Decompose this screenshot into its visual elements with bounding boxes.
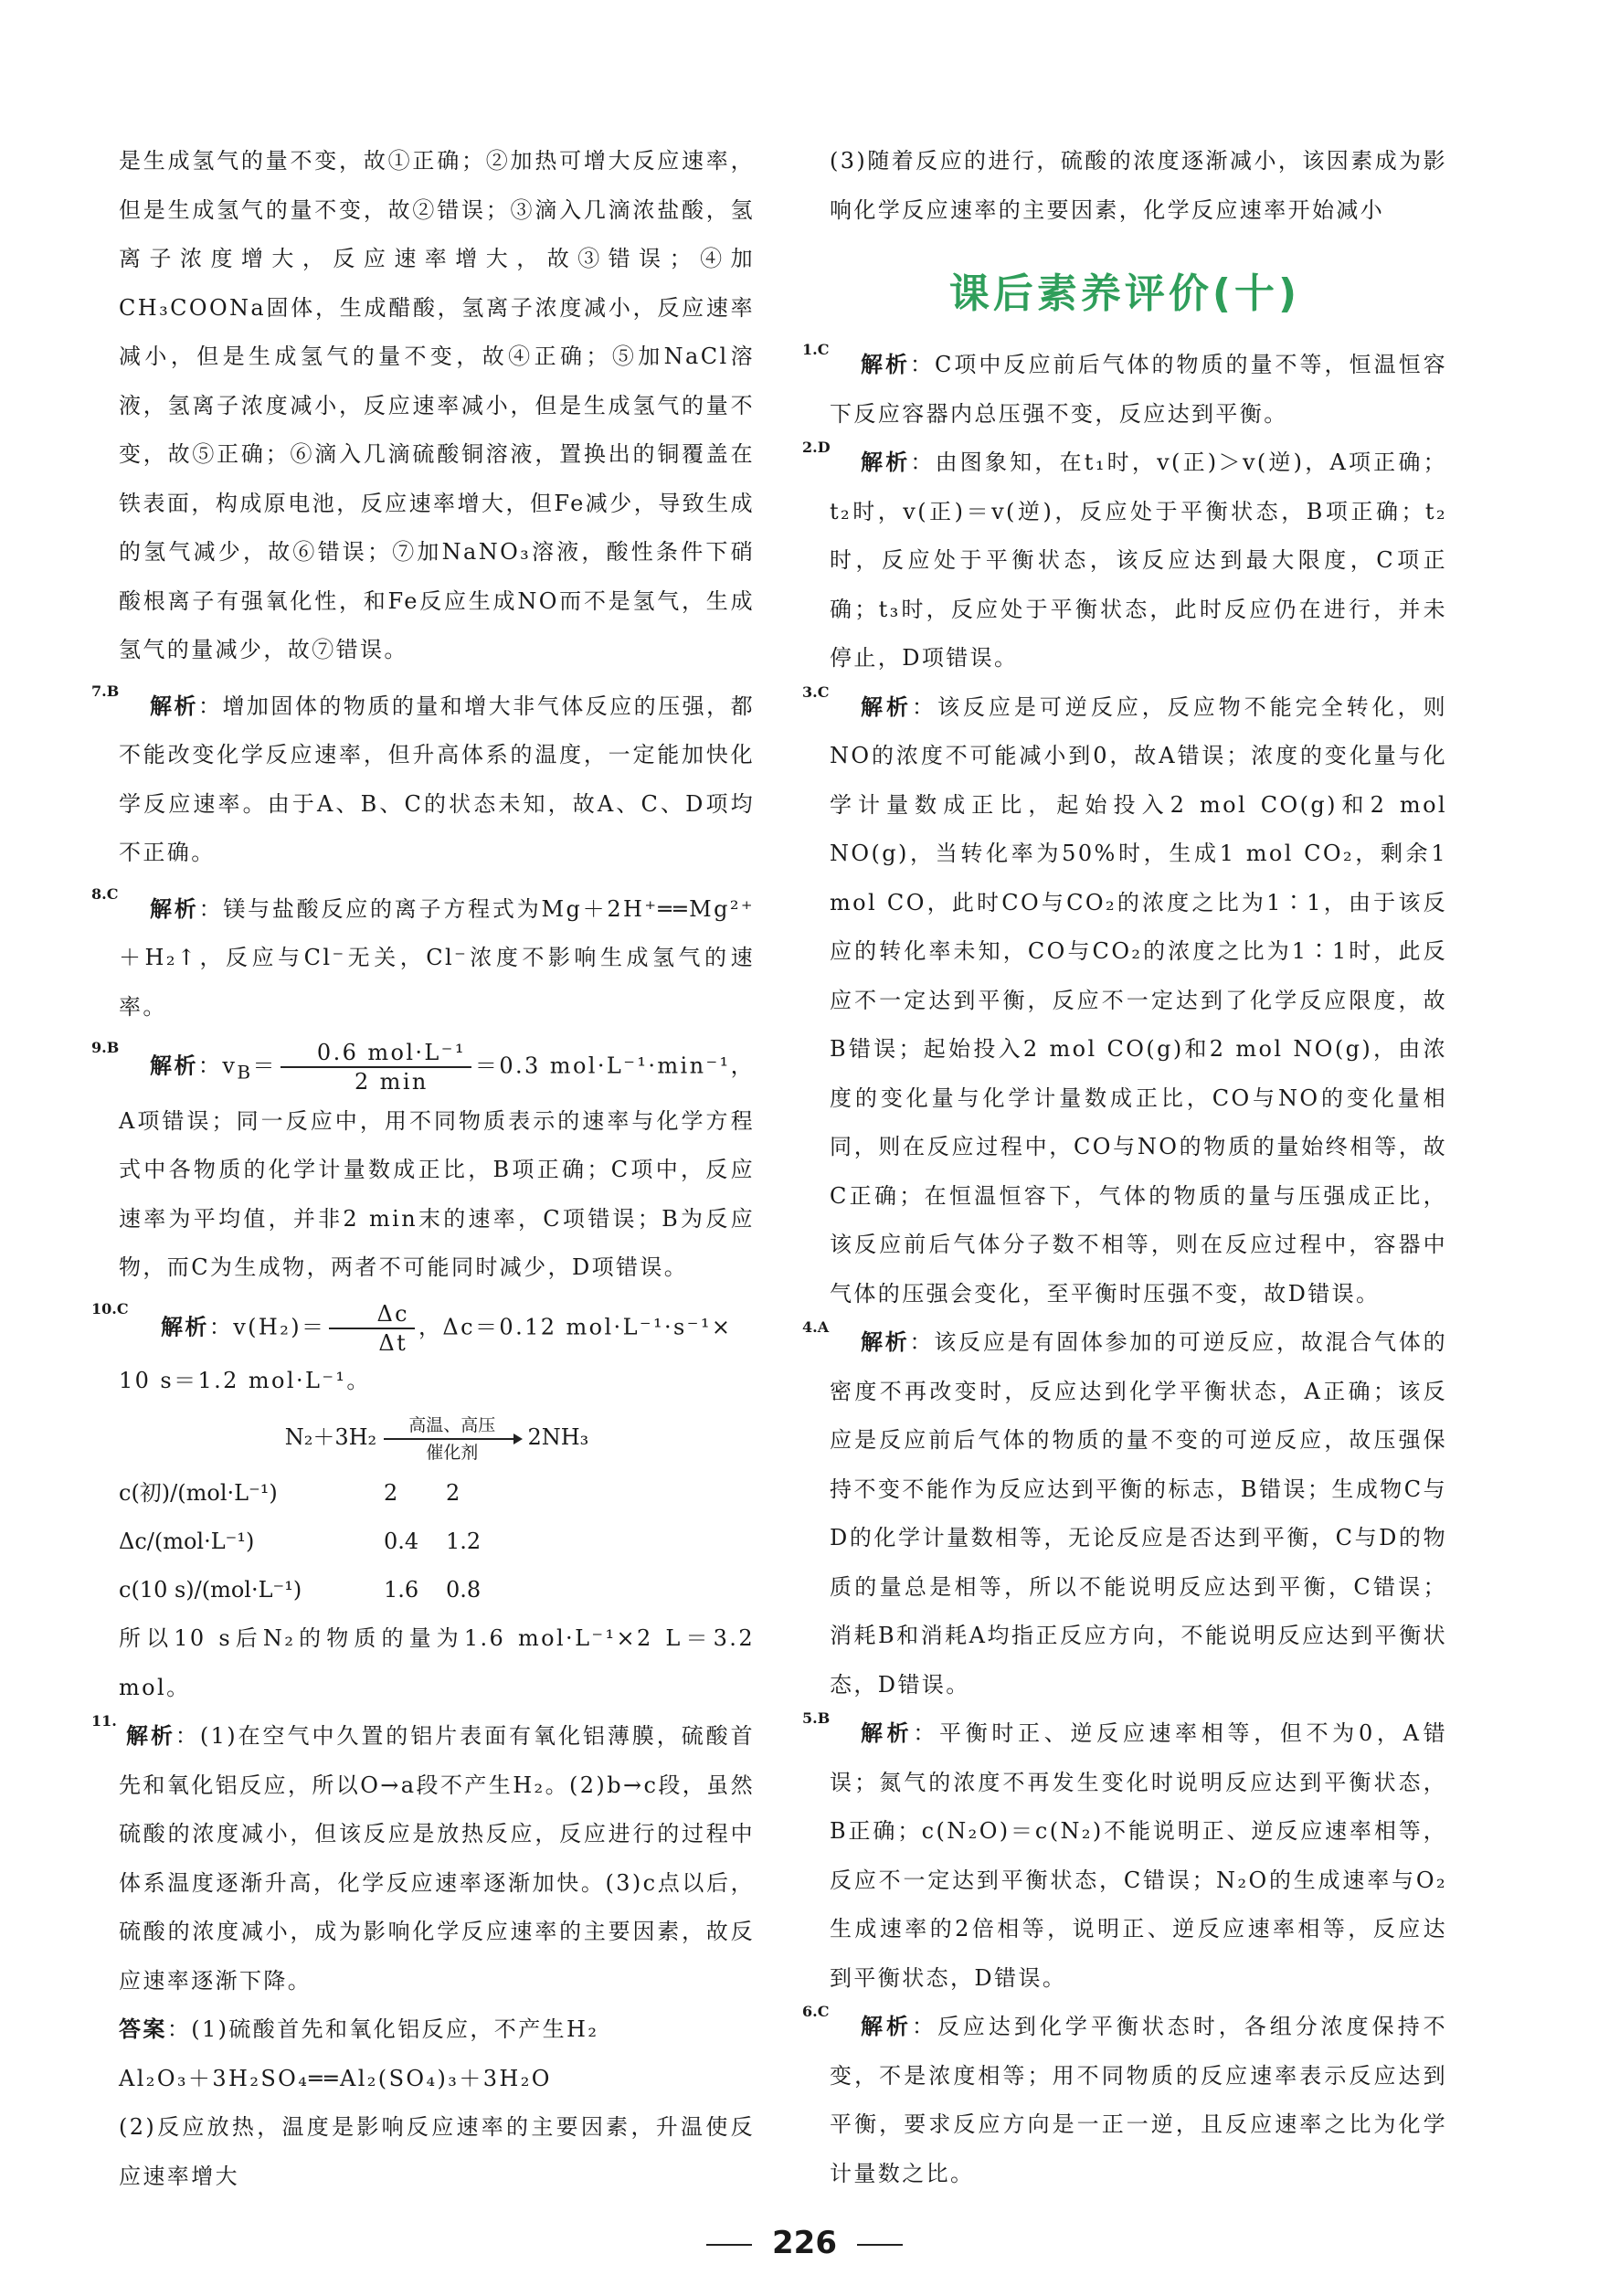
eval-item: 3.C 解析：该反应是可逆反应，反应物不能完全转化，则NO的浓度不可能减小到0，故A错误；浓度的变化量与化学计量数成正比，起始投入2 mol CO(g)和2 mol NO(g)，当转化率为50%时，生成1 mol CO₂，剩余1 mol CO，此时CO与CO₂的浓度之比为1∶1，由于该反应的转化率未知，CO与CO₂的浓度之比为1∶1时，此反应不一定达到平衡，反应不一定达到了化学反应限度，故B错误；起始投入2 mol CO(g)和2 mol NO(g)，由浓度的变化量与化学计量数成正比，CO与NO的变化量相同，则在反应过程中，CO与NO的物质的量始终相等，故C正确；在恒温恒容下，气体的物质的量与压强成正比，该反应前后气体分子数不相等，则在反应过程中，容器中气体的压强会变化，至平衡时压强不变，故D错误。 xyxy=(802,682,1447,1307)
answer-label: 答案 xyxy=(119,2016,167,2043)
carryover-paragraph: 是生成氢气的量不变，故①正确；②加热可增大反应速率，但是生成氢气的量不变，故②错误；③滴入几滴浓盐酸，氢离子浓度增大，反应速率增大，故③错误；④加CH₃COONa固体，生成醋酸，氢离子浓度减小，反应速率减小，但是生成氢气的量不变，故④正确；⑤加NaCl溶液，氢离子浓度减小，反应速率减小，但是生成氢气的量不变，故⑤正确；⑥滴入几滴硫酸铜溶液，置换出的铜覆盖在铁表面，构成原电池，反应速率增大，但Fe减少，导致生成的氢气减少，故⑥错误；⑦加NaNO₃溶液，酸性条件下硝酸根离子有强氧化性，和Fe反应生成NO而不是氢气，生成氢气的量减少，故⑦错误。 xyxy=(119,148,755,662)
table-row: Δc/(mol·L⁻¹) 0.4 1.2 xyxy=(119,1529,482,1555)
concentration-table xyxy=(91,1469,755,1614)
right-column xyxy=(802,137,1447,2198)
answer-item-11: 11. 解析：(1)在空气中久置的铝片表面有氧化铝薄膜，硫酸首先和氧化铝反应，所以O→a段不产生H₂。(2)b→c段，虽然硫酸的浓度减小，但该反应是放热反应，反应进行的过程中体系温度逐渐升高，化学反应速率逐渐加快。(3)c点以后，硫酸的浓度减小，成为影响化学反应速率的主要因素，故反应速率逐渐下降。 答案：(1)硫酸首先和氧化铝反应，不产生H₂ Al₂O₃＋3H₂SO₄══Al₂(SO₄)₃＋3H₂O (2)反应放热，温度是影响反应速率的主要因素，升温使反应速率增大 xyxy=(91,1712,755,2189)
footer-rule-left xyxy=(706,2244,752,2246)
item-number: 9.B xyxy=(91,1039,120,1056)
item-number: 5.B xyxy=(802,1709,831,1727)
section-title: 课后素养评价(十) xyxy=(948,270,1301,317)
item-number: 1.C xyxy=(802,341,830,358)
item-number: 10.C xyxy=(91,1299,129,1317)
item-text: ：(1)在空气中久置的铝片表面有氧化铝薄膜，硫酸首先和氧化铝反应，所以O→a段不产生H₂。(2)b→c段，虽然硫酸的浓度减小，但该反应是放热反应，反应进行的过程中体系温度逐渐升高，化学反应速率逐渐加快。(3)c点以后，硫酸的浓度减小，成为影响化学反应速率的主要因素，故反应速率逐渐下降。 xyxy=(119,1723,755,1994)
reaction-equation: N₂＋3H₂ 高温、高压 催化剂 2NH₃ xyxy=(284,1414,589,1463)
item-number: 7.B xyxy=(91,682,120,700)
analysis-label: 解析 xyxy=(861,1720,914,1746)
footer-rule-right xyxy=(857,2244,903,2246)
delta-fraction: $\frac{\Delta c}{\Delta t}$ xyxy=(329,1300,415,1357)
analysis-label: 解析 xyxy=(861,693,912,720)
eval-item: 1.C 解析：C项中反应前后气体的物质的量不等，恒温恒容下反应容器内总压强不变，反应达到平衡。 xyxy=(802,341,1447,427)
analysis-label: 解析 xyxy=(161,1314,209,1340)
eval-item: 4.A 解析：该反应是有固体参加的可逆反应，故混合气体的密度不再改变时，反应达到化学平衡状态，A正确；该反应是反应前后气体的物质的量不变的可逆反应，故压强保持不变不能作为反应达到平衡的标志，B错误；生成物C与D的化学计量数相等，无论反应是否达到平衡，C与D的物质的量总是相等，所以不能说明反应达到平衡，C错误；消耗B和消耗A均指正反应方向，不能说明反应达到平衡状态，D错误。 xyxy=(802,1318,1447,1698)
answer-item-8 xyxy=(91,885,755,1032)
answer-item-7 xyxy=(91,682,755,878)
eval-item: 2.D 解析：由图象知，在t₁时，v(正)＞v(逆)，A项正确；t₂时，v(正)＝v(逆)，反应处于平衡状态，B项正确；t₂时，反应处于平衡状态，该反应达到最大限度，C项正确；t₃时，反应处于平衡状态，此时反应仍在进行，并未停止，D项错误。 xyxy=(802,439,1447,671)
item-number: 6.C xyxy=(802,2003,830,2020)
analysis-label: 解析 xyxy=(861,450,911,475)
answer-item-10: 10.C 解析：v(H₂)＝ $\frac{\Delta c}{\Delta t}$ ，Δc＝0.12 mol·L⁻¹·s⁻¹× 10 s＝1.2 mol·L⁻¹。 N₂＋3H₂ 高温、高压 催化剂 2NH₃ xyxy=(91,1300,755,1470)
item-number: 11. xyxy=(91,1712,117,1730)
equilibrium-arrow: 高温、高压 催化剂 xyxy=(384,1415,521,1463)
item-text: ：镁与盐酸反应的离子方程式为Mg＋2H⁺══Mg²⁺＋H₂↑，反应与Cl⁻无关，Cl⁻浓度不影响生成氢气的速率。 xyxy=(119,895,755,1020)
answer-part-3: (3)随着反应的进行，硫酸的浓度逐渐减小，该因素成为影响化学反应速率的主要因素，化学反应速率开始减小 xyxy=(830,148,1447,223)
answer-equation: Al₂O₃＋3H₂SO₄══Al₂(SO₄)₃＋3H₂O xyxy=(119,2065,552,2091)
item-text: ：增加固体的物质的量和增大非气体反应的压强，都不能改变化学反应速率，但升高体系的温度，一定能加快化学反应速率。由于A、B、C的状态未知，故A、C、D项均不正确。 xyxy=(119,693,755,865)
analysis-label: 解析 xyxy=(861,352,911,377)
item-number: 8.C xyxy=(91,884,119,903)
analysis-label: 解析 xyxy=(861,1329,910,1355)
page-number: 226 xyxy=(772,2225,837,2261)
eval-item: 6.C 解析：反应达到化学平衡状态时，各组分浓度保持不变，不是浓度相等；用不同物质的反应速率表示反应达到平衡，要求反应方向是一正一逆，且反应速率之比为化学计量数之比。 xyxy=(802,2003,1447,2186)
answer-item-9: 9.B 解析：$v_B=$ $\frac{\text{0.6 mol·L⁻¹}}{2 \min}$ ＝0.3 mol·L⁻¹·min⁻¹，A项错误；同一反应中，用不同物质表示的速率与化学方程式中各物质的化学计量数成正比，B项正确；C项中，反应速率为平均值，并非2 min末的速率，C项错误；B为反应物，而C为生成物，两者不可能同时减少，D项错误。 xyxy=(91,1039,755,1281)
rate-fraction: $\frac{\text{0.6 mol·L⁻¹}}{2 \min}$ xyxy=(281,1039,471,1095)
table-row: c(10 s)/(mol·L⁻¹) 1.6 0.8 xyxy=(119,1577,482,1603)
analysis-label: 解析 xyxy=(150,895,199,922)
analysis-label: 解析 xyxy=(150,1053,198,1079)
left-column xyxy=(91,137,755,2201)
analysis-label: 解析 xyxy=(861,2014,912,2039)
conclusion: 所以10 s后N₂的物质的量为1.6 mol·L⁻¹×2 L＝3.2 mol。 xyxy=(119,1625,755,1700)
eval-item: 5.B 解析：平衡时正、逆反应速率相等，但不为0，A错误；氮气的浓度不再发生变化时说明反应达到平衡状态，B正确；c(N₂O)＝c(N₂)不能说明正、逆反应速率相等，反应不一定达到平衡状态，C错误；N₂O的生成速率与O₂生成速率的2倍相等，说明正、逆反应速率相等，反应达到平衡状态，D错误。 xyxy=(802,1709,1447,1991)
item-number: 4.A xyxy=(802,1318,830,1336)
item-number: 2.D xyxy=(802,439,831,456)
analysis-label: 解析 xyxy=(126,1723,175,1750)
page-footer xyxy=(0,2225,1609,2261)
analysis-label: 解析 xyxy=(150,693,198,719)
item-number: 3.C xyxy=(802,682,830,701)
item-text: 项错误；同一反应中，用不同物质表示的速率与化学方程式中各物质的化学计量数成正比，B项正确；C项中，反应速率为平均值，并非2 min末的速率，C项错误；B为反应物，而C为生成物，两者不可能同时减少，D项错误。 xyxy=(119,1107,755,1281)
table-row: c(初)/(mol·L⁻¹) 2 2 xyxy=(119,1480,460,1507)
